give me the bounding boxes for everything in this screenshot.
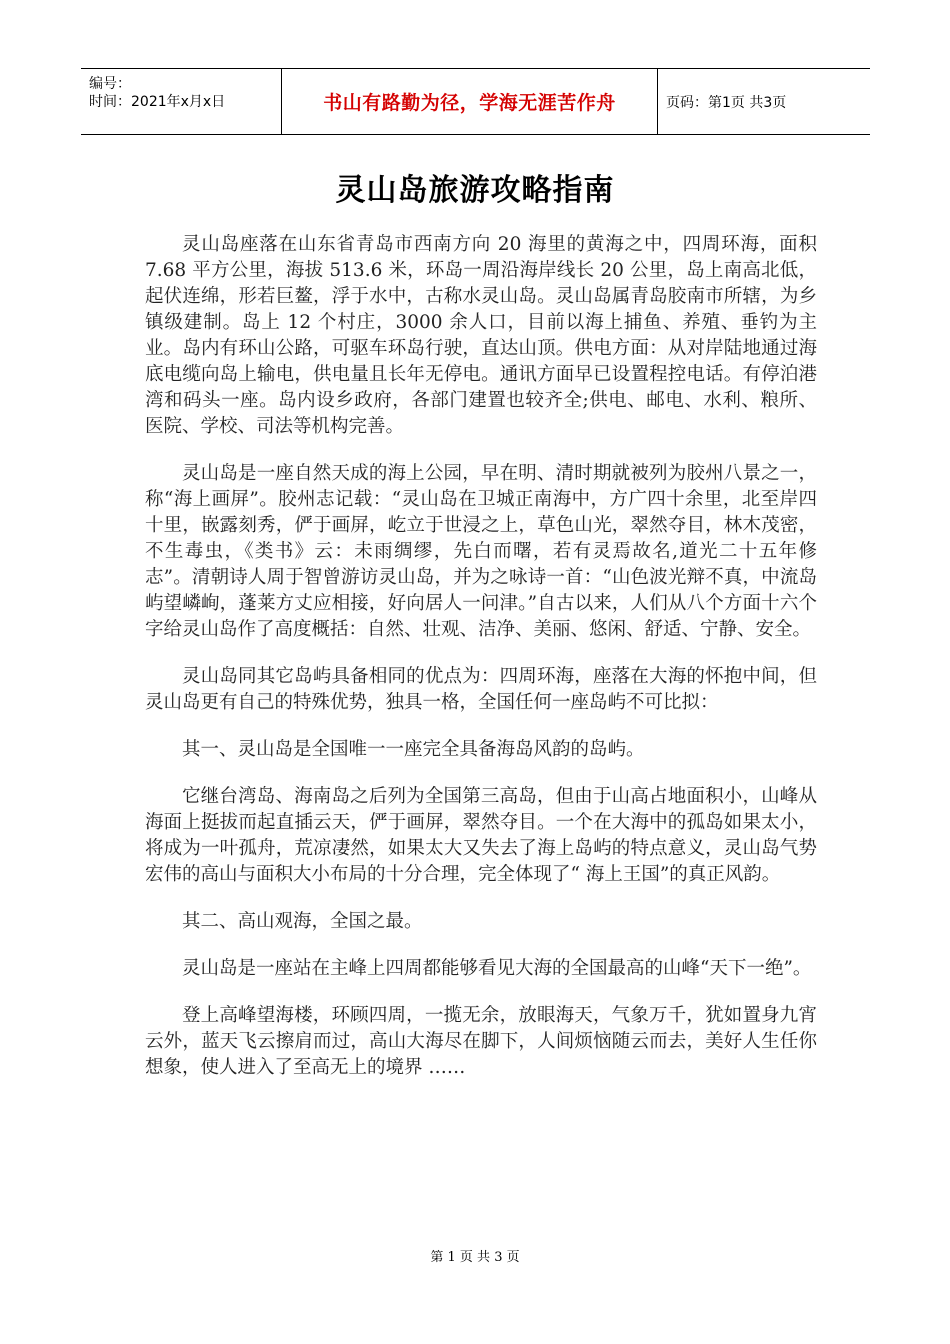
time-label: 时间：2021年x月x日: [89, 94, 226, 110]
paragraph: 灵山岛是一座站在主峰上四周都能够看见大海的全国最高的山峰“天下一绝”。: [182, 958, 812, 979]
document-body: [145, 232, 817, 1102]
paragraph: 灵山岛是一座自然天成的海上公园，早在明、清时期就被列为胶州八景之一，称“海上画屏”。胶州志记载：“灵山岛在卫城正南海中，方广四十余里，北至岸四十里，嵌露刻秀，俨于画屏，屹立于世浸之上，草色山光，翠然夺目，林木茂密，不生毒虫，《类书》云：未雨绸缪，先白而曙，若有灵焉故名,道光二十五年修志”。清朝诗人周于智曾游访灵山岛，并为之咏诗一首：“山色波光辩不真，中流岛屿望嶙峋，蓬莱方丈应相接，好向居人一问津。”自古以来，人们从八个方面十六个字给灵山岛作了高度概括：自然、壮观、洁净、美丽、悠闲、舒适、宁静、安全。: [145, 463, 817, 640]
paragraph: 它继台湾岛、海南岛之后列为全国第三高岛，但由于山高占地面积小，山峰从海面上挺拔而起直插云天，俨于画屏，翠然夺目。一个在大海中的孤岛如果太小，将成为一叶孤舟，荒凉凄然，如果太大又失去了海上岛屿的特点意义，灵山岛气势宏伟的高山与面积大小布局的十分合理，完全体现了“ 海上王国”的真正风韵。: [145, 786, 817, 885]
header-meta: [81, 69, 282, 134]
paragraph: 登上高峰望海楼，环顾四周，一揽无余，放眼海天，气象万千，犹如置身九宵云外，蓝天飞云擦肩而过，高山大海尽在脚下，人间烦恼随云而去，美好人生任你想象，使人进入了至高无上的境界 ……: [145, 1005, 817, 1078]
number-label: 编号：: [89, 76, 131, 92]
page-footer: 第 1 页 共 3 页: [430, 1250, 520, 1265]
paragraph: 灵山岛同其它岛屿具备相同的优点为：四周环海，座落在大海的怀抱中间，但灵山岛更有自己的特殊优势，独具一格，全国任何一座岛屿不可比拟：: [145, 666, 817, 713]
document-header: [81, 68, 870, 135]
paragraph: 其一、灵山岛是全国唯一一座完全具备海岛风韵的岛屿。: [182, 739, 645, 760]
header-page-info: 页码：第1页 共3页: [666, 94, 787, 111]
paragraph: 其二、高山观海，全国之最。: [182, 911, 423, 932]
document-title: 灵山岛旅游攻略指南: [335, 173, 615, 208]
header-motto: 书山有路勤为径，学海无涯苦作舟: [282, 69, 658, 134]
paragraph: 灵山岛座落在山东省青岛市西南方向 20 海里的黄海之中，四周环海，面积 7.68 平方公里，海拔 513.6 米，环岛一周沿海岸线长 20 公里，岛上南高北低，起伏连绵，形若巨鳌，浮于水中，古称水灵山岛。灵山岛属青岛胶南市所辖，为乡镇级建制。岛上 12 个村庄，3000 余人口，目前以海上捕鱼、养殖、垂钓为主业。岛内有环山公路，可驱车环岛行驶，直达山顶。供电方面：从对岸陆地通过海底电缆向岛上输电，供电量且长年无停电。通讯方面早已设置程控电话。有停泊港湾和码头一座。岛内设乡政府，各部门建置也较齐全;供电、邮电、水利、粮所、医院、学校、司法等机构完善。: [145, 234, 817, 437]
